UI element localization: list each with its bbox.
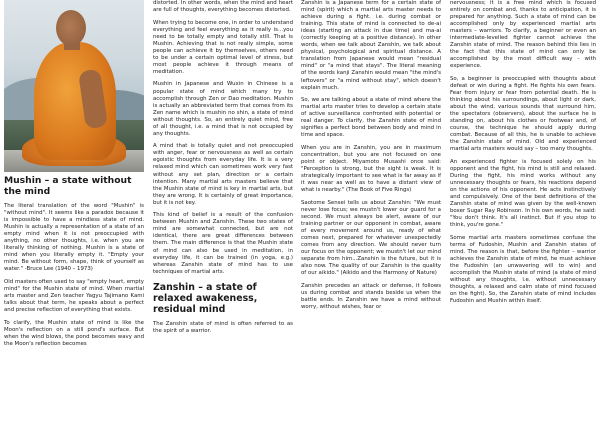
column-2 (153, 0, 293, 424)
section-heading-mushin: Mushin – a state without the mind (4, 175, 132, 197)
paragraph: The Zanshin state of mind is often referred to as the spirit of a warrior. (153, 320, 293, 334)
paragraph: The literal translation of the word "Mushin" is "without mind". It seems like a paradox because it is impossible to have a mindless state of mind. Mushin is actually a representation of a state of an empty mind when it is not preoccupied with anything, no other thoughts, i.e. when you are literally thinking of nothing. Mushin is a state of mind when you literally empty it. "Empty your mind. Be without form, shape, think of yourself as water." -Bruce Lee (1940 – 1973) (4, 203, 144, 273)
meditating-monk-photo (4, 0, 144, 172)
section-heading-zanshin: Zanshin – a state of relaxed awakeness, residual mind (153, 281, 258, 315)
paragraph: Zanshin precedes an attack or defense, it follows us during combat and stands beside us when the battle ends. In Zanshin we have a mind without worry, without wishes, fear or (301, 282, 441, 310)
paragraph: nervousness; it is a free mind which is focused entirely on combat and, thanks to anticipation, it is prepared for anything. Such a state of mind can be accomplished only by experienced martial arts masters – warriors. To clarify, a beginner or even an intermediate-levelled fighter cannot achieve the Zanshin state of mind. The reason behind this lies in the fact that this state of mind can only be accomplished by the most difficult way - with experience. (450, 0, 596, 70)
paragraph: Some martial arts masters sometimes confuse the terms of Fudoshin, Mushin and Zanshin states of mind. The reason is that, before the fighter – warrior achieves the Zanshin state of mind, he must achieve the Fudoshin (an unwavering will to win) and accomplish the Mushin state of mind (a state of mind without any thoughts, i.e. without unnecessary thoughts, a relaxed and calm state of mind focused on the fight). So, the Zanshin state of mind includes Fudoshin and Mushin within itself. (450, 234, 596, 305)
paragraph: Saotome Sensei tells us about Zanshin: "We must never lose focus; we mustn't lower our guard for a second. We must always be alert, aware of our training partner or our opponent in combat, aware of every movement around us, ready of what comes next, prepared for whatever unexpectedly comes from any direction. We should never turn our focus on the opponent; we mustn't let our mind separate from him...Zanshin is the future, but it is also now. The quality of our Zanshin is the quality of our aikido." (Aikido and the Harmony of Nature) (301, 199, 441, 277)
column-1 (4, 0, 144, 424)
paragraph: So, we are talking about a state of mind where the martial arts master tries to develop a certain state of active surveillance confronted with potential or real danger. To clarify, the Zanshin state of mind signifies a perfect bond between body and mind in time and space. (301, 97, 441, 139)
paragraph: distorted. In other words, when the mind and heart are full of thoughts, everything becomes distorted. (153, 0, 293, 14)
paragraph: Old masters often used to say "empty heart, empty mind" for the Mushin state of mind. When martial arts master and Zen teacher Yagyu Tajimano Kami talks about that term, he speaks about a perfect and precise reflection of everything that exists. (4, 278, 144, 314)
paragraph: When you are in Zanshin, you are in maximum concentration, but you are not focused on one point or object. Miyamoto Musashi once said: "Perception is strong, but the sight is weak. It is strategically important to see what is far away as if it was near as well as to have a distant view of what is nearby." (The Book of Five Rings) (301, 144, 441, 194)
paragraph: A mind that is totally quiet and not preoccupied with anger, fear or nervousness as well as certain egoistic thoughts from everyday life. It is a very relaxed mind which can sometimes work very fast without any set plan, direction or a certain intention. Many martial arts masters believe that the Mushin state of mind is key in martial arts, but they are wrong. It is certainly of great importance, but it is not key. (153, 143, 293, 206)
column-4 (450, 0, 596, 424)
paragraph: When trying to become one, in order to understand everything and feel everything as it really is...you need to be totally empty and totally still. That is Mushin. Achieving that is not really simple, some people can achieve it by themselves, others need to be under a certain optimal level of stress, but most people achieve it through means of meditation. (153, 19, 293, 75)
column-3 (301, 0, 441, 424)
paragraph: Zanshin is a Japanese term for a certain state of mind (spirit) which a martial arts master needs to achieve during a fight. i.e. during combat or training. This state of mind is connected to de-ai ideas (starting an attack in due time) and ma-ai (correctly keeping at a positive distance). In other words, when we talk about Zanshin, we talk about physical, psychological and spiritual distance. A translation from Japanese would mean "residual mind" or "a mind that stays". The literal meaning of the words kanji Zanshin would mean "the mind's leftovers" or "a mind without stay", which doesn't explain much. (301, 0, 441, 91)
paragraph: So, a beginner is preoccupied with thoughts about defeat or win during a fight. He fights his own fears. Fear from injury or fear from potential death. He is thinking about his surroundings, about light or dark, about the wind, various sounds that surround him, the spectators (observers), about the surface he is standing on, about his clothes or footwear and, of course, the technique he should apply during combat. Because of all this, he is unable to achieve the Zanshin state of mind. Old and experienced martial arts masters would say – too many thoughts. (450, 75, 596, 153)
paragraph: Mushin in Japanese and Wuxin in Chinese is a popular state of mind which many try to accomplish through Zen or Dao meditation. Mushin is actually an abbreviated term that comes from its Zen name which is mushin no shin, a state of mind without thoughts. So, an entirely quiet mind, free of all thought, i.e. a mind that is not occupied by any thoughts. (153, 81, 293, 137)
paragraph: To clarify, the Mushin state of mind is like the Moon's reflection on a still pond's surface. But when the wind blows, the pond becomes wavy and the Moon's reflection becomes (4, 319, 144, 347)
paragraph: This kind of belief is a result of the confusion between Mushin and Zanshin. These two states of mind are somewhat connected, but are not identical, there are great differences between them. The main difference is that the Mushin state of mind can also be used in meditation, in everyday life, it can be trained (in yoga, e.g.) whereas Zanshin state of mind has to use techniques of martial arts. (153, 212, 293, 275)
paragraph: An experienced fighter is focused solely on his opponent and the fight, his mind is still and relaxed. During the fight, his mind works without any unnecessary thoughts or fears, his reactions depend on the actions of his opponent. He acts instinctively and compulsively. One of the best definitions of the Zanshin state of mind was given by the well-known boxer Sugar Ray Robinson. In his own words, he said: "You don't think. It's all instinct. But if you stop to think, you're gone." (450, 158, 596, 229)
